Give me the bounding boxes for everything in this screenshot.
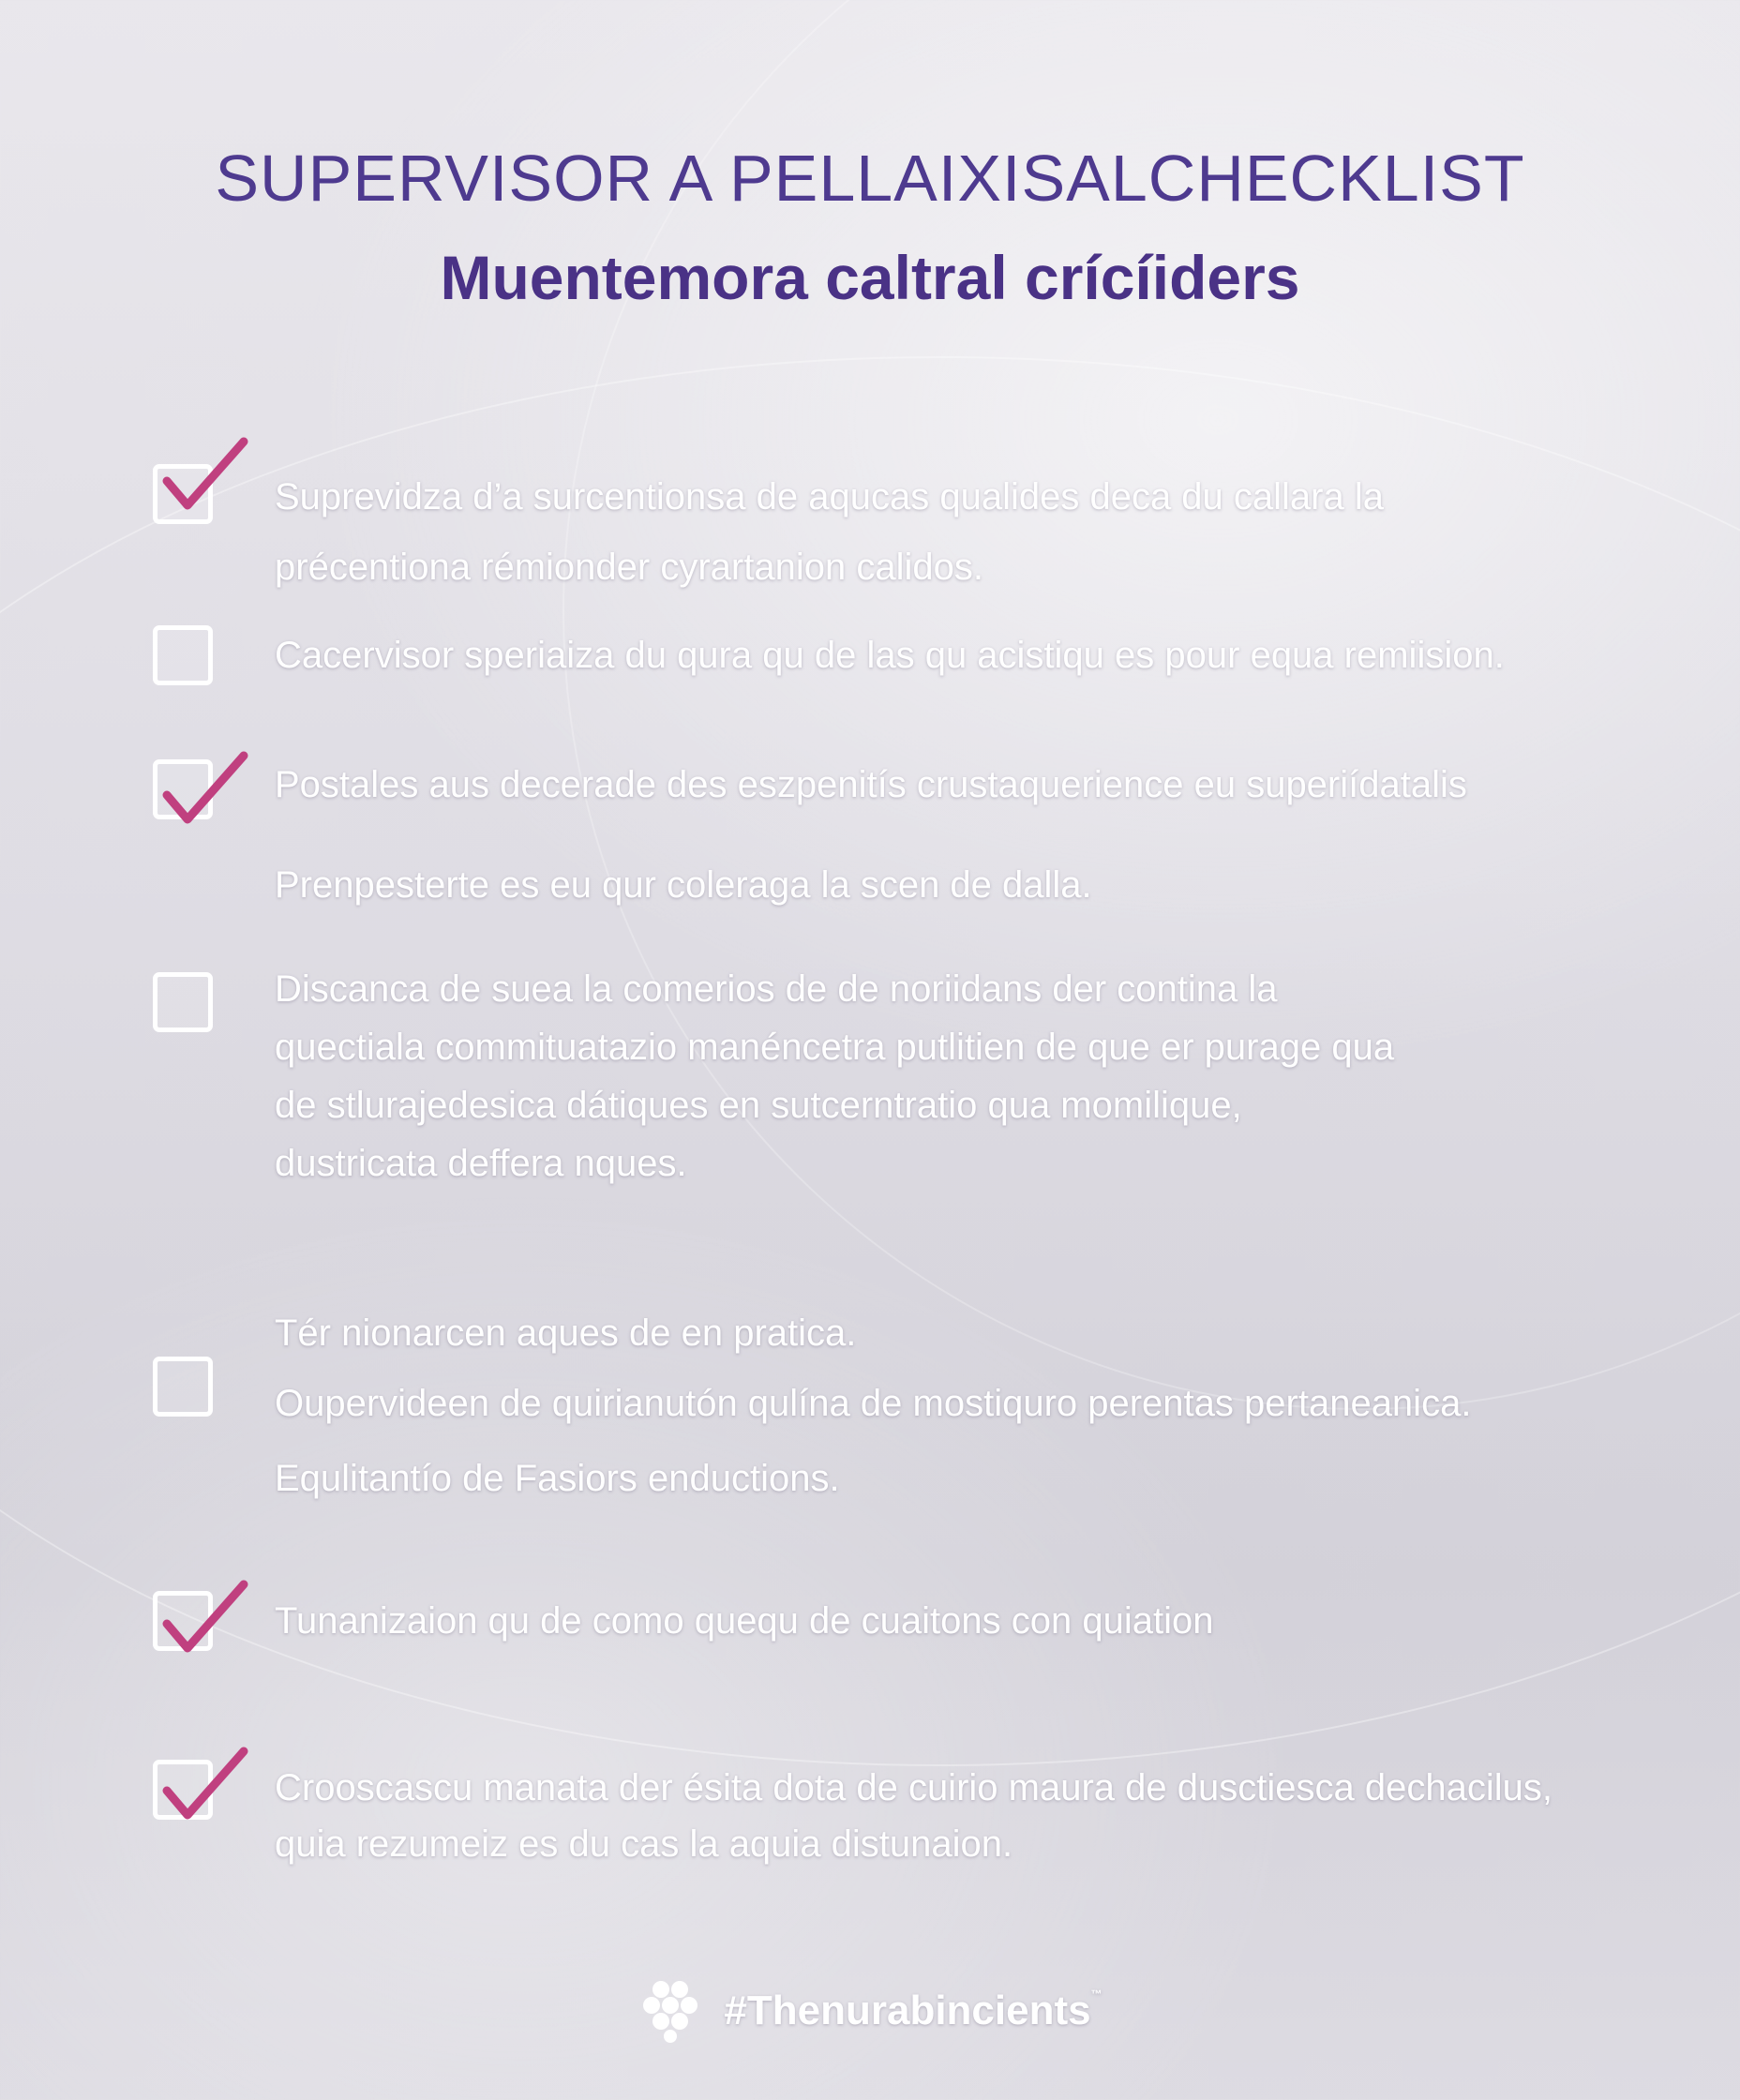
checkmark-icon — [159, 1744, 249, 1830]
page-title: SUPERVISOR A PELLAIXISALCHECKLIST — [215, 142, 1525, 215]
item-text-line: Tér nionarcen aques de en pratica. — [275, 1312, 857, 1354]
checkmark-icon — [159, 748, 249, 834]
item-text-line: Crooscascu manata der ésita dota de cuirio maura de dusctiesca dechacilus, — [275, 1767, 1552, 1808]
hashtag-label — [724, 1988, 1102, 2034]
item-text-line: Suprevidza d’a surcentionsa de aqucas qualides deca du callara la — [275, 476, 1384, 518]
item-text-line: quia rezumeiz es du cas la aquia distunaion. — [275, 1823, 1013, 1865]
checkbox[interactable] — [153, 1357, 213, 1417]
item-text-line: quectiala commituatazio manéncetra putlitien de que er purage qua — [275, 1027, 1395, 1068]
page-subtitle: Muentemora caltral crícíiders — [440, 243, 1300, 312]
hexagon-cluster-icon — [638, 1978, 703, 2044]
trademark-mark: ™ — [1090, 1988, 1102, 2001]
item-text-line: Equlitantío de Fasiors enductions. — [275, 1458, 840, 1499]
checkbox[interactable] — [153, 972, 213, 1032]
item-text-line: Postales aus decerade des eszpenitís crustaquerience eu superiídatalis — [275, 764, 1467, 805]
item-text-line: Discanca de suea la comerios de de noriidans der contina la — [275, 968, 1278, 1010]
checkmark-icon — [159, 434, 249, 520]
item-text-line: Tunanizaion qu de como quequ de cuaitons con quiation — [275, 1600, 1214, 1642]
item-text-line: précentiona rémionder cyrartanion calidos. — [275, 547, 983, 588]
checkmark-icon — [159, 1577, 249, 1663]
footer — [0, 1973, 1740, 2048]
checkbox[interactable] — [153, 625, 213, 685]
hashtag-text: #Thenurabincients — [724, 1988, 1091, 2033]
item-text-line: de stlurajedesica dátiques en sutcerntratio qua momilique, — [275, 1085, 1242, 1126]
item-text-line: Prenpesterte es eu qur coleraga la scen de dalla. — [275, 864, 1092, 906]
item-text-line: Cacervisor speriaiza du qura qu de las qu acistiqu es pour equa remiision. — [275, 635, 1505, 676]
item-text-line: dustricata deffera nques. — [275, 1143, 687, 1184]
item-text-line: Oupervideen de quirianutón qulína de mostiquro perentas pertaneanica. — [275, 1383, 1472, 1424]
